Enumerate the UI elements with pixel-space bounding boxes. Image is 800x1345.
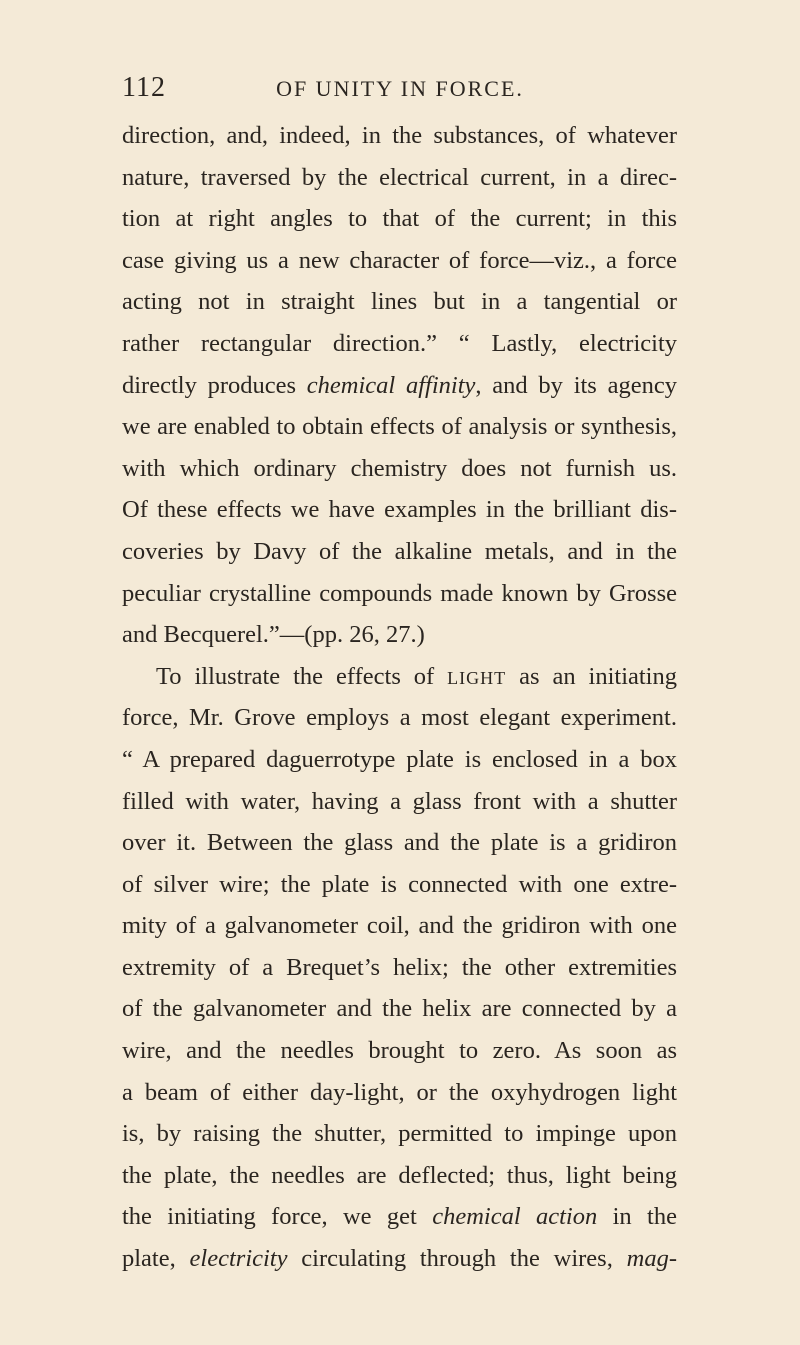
text-line: the plate, the needles are deflected; thus, light being bbox=[122, 1161, 677, 1189]
italic-phrase: electricity bbox=[189, 1245, 288, 1273]
italic-phrase: mag- bbox=[626, 1245, 677, 1273]
text-line: peculiar crystalline compounds made known by Grosse bbox=[122, 579, 677, 607]
text-line: case giving us a new character of force—viz., a force bbox=[122, 246, 677, 274]
text-line: and Becquerel.”—(pp. 26, 27.) bbox=[122, 621, 425, 649]
text-line: we are enabled to obtain effects of analysis or synthesis, bbox=[122, 413, 677, 441]
small-caps-word: LIGHT bbox=[447, 667, 507, 688]
text-line: wire, and the needles brought to zero. As soon as bbox=[122, 1037, 677, 1065]
text-line: with which ordinary chemistry does not furnish us. bbox=[122, 454, 677, 482]
text-line: extremity of a Brequet’s helix; the other extremities bbox=[122, 953, 677, 981]
text-line: acting not in straight lines but in a tangential or bbox=[122, 288, 677, 316]
text-line: mity of a galvanometer coil, and the gridiron with one bbox=[122, 912, 677, 940]
page-number: 112 bbox=[122, 72, 166, 103]
text-line: rather rectangular direction.” “ Lastly, electricity bbox=[122, 329, 677, 357]
body-text bbox=[122, 115, 677, 1280]
text-line: a beam of either day-light, or the oxyhydrogen light bbox=[122, 1078, 677, 1106]
text-line: “ A prepared daguerrotype plate is enclosed in a box bbox=[122, 745, 677, 773]
text-line: Of these effects we have examples in the brilliant dis- bbox=[122, 496, 677, 524]
text-line: tion at right angles to that of the current; in this bbox=[122, 205, 677, 233]
running-head: OF UNITY IN FORCE. bbox=[276, 76, 524, 101]
italic-phrase: chemical action bbox=[432, 1203, 598, 1231]
text-line: To illustrate the effects of LIGHT as an initiating bbox=[156, 662, 677, 690]
text-line: of the galvanometer and the helix are connected by a bbox=[122, 995, 677, 1023]
text-line: filled with water, having a glass front with a shutter bbox=[122, 787, 677, 815]
text-line: over it. Between the glass and the plate is a gridiron bbox=[122, 829, 677, 857]
text-line: plate, electricity circulating through the wires, mag- bbox=[122, 1245, 677, 1273]
text-line: direction, and, indeed, in the substances, of whatever bbox=[122, 122, 677, 149]
text-line: is, by raising the shutter, permitted to impinge upon bbox=[122, 1120, 677, 1148]
text-line: coveries by Davy of the alkaline metals, and in the bbox=[122, 537, 677, 565]
page-header bbox=[122, 72, 678, 112]
text-line: directly produces chemical affinity, and by its agency bbox=[122, 371, 677, 399]
text-line: force, Mr. Grove employs a most elegant experiment. bbox=[122, 704, 677, 732]
text-line: nature, traversed by the electrical current, in a direc- bbox=[122, 163, 677, 191]
text-line: the initiating force, we get chemical action in the bbox=[122, 1203, 677, 1231]
italic-phrase: chemical affinity bbox=[306, 371, 476, 399]
text-line: of silver wire; the plate is connected with one extre- bbox=[122, 870, 677, 898]
